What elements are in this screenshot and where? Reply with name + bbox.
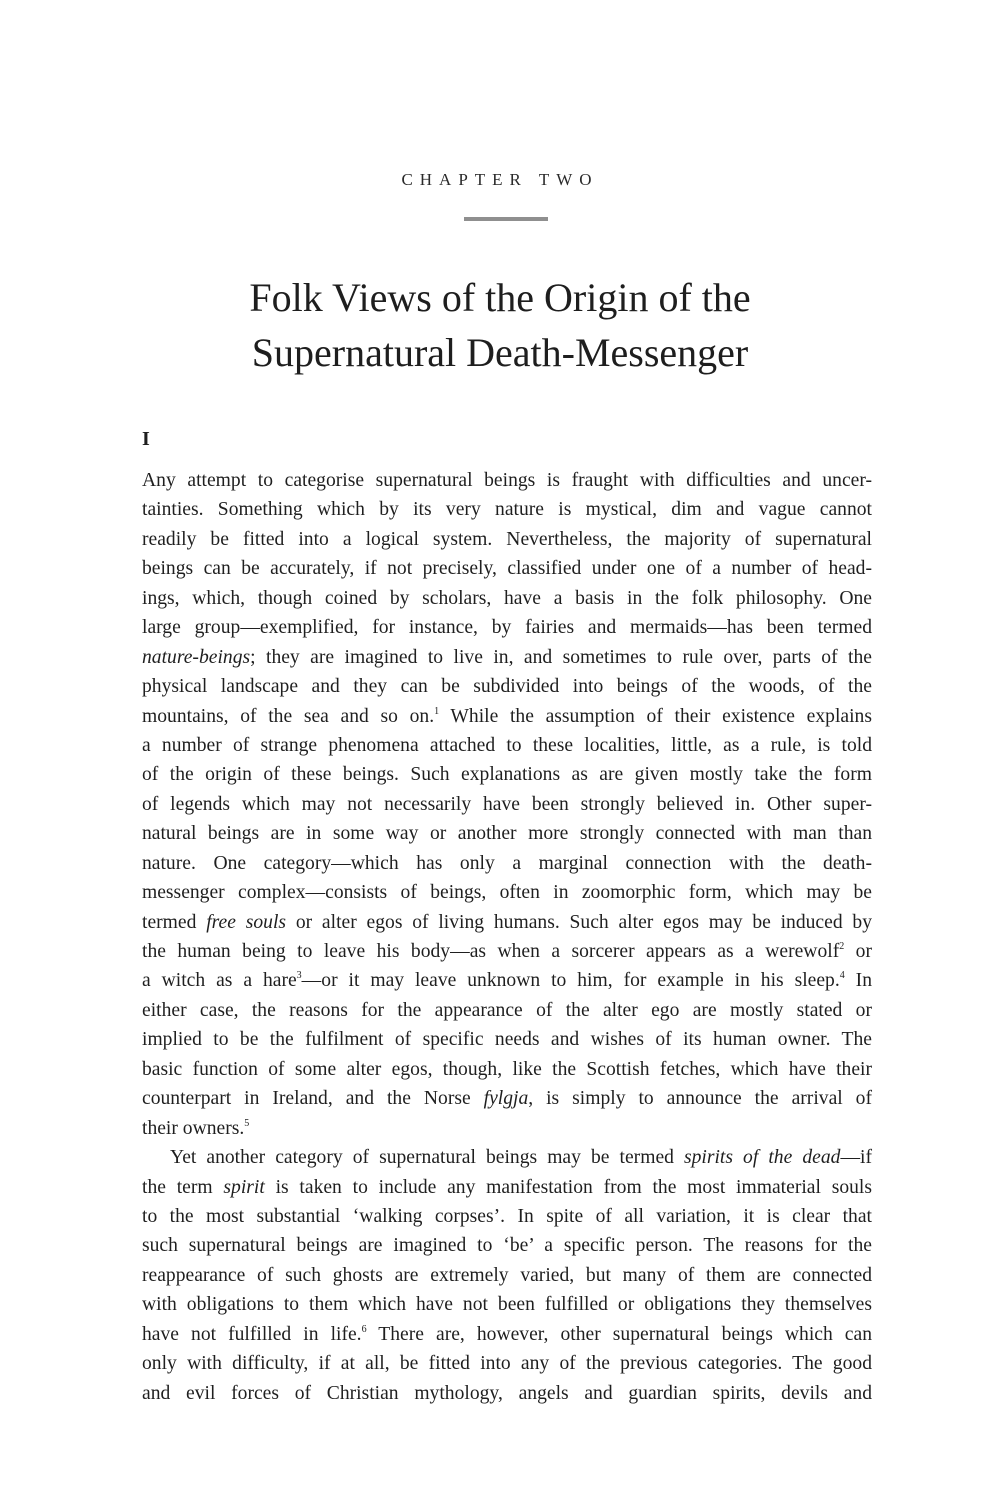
italic-term: fylgja <box>483 1088 529 1110</box>
italic-term: spirit <box>223 1176 265 1198</box>
text-line: of legends which may not necessarily have been strongly believed in. Other super- <box>142 793 872 815</box>
text-line <box>142 1320 872 1349</box>
text-line: large group—exemplified, for instance, by fairies and mermaids—has been termed <box>142 617 872 639</box>
chapter-title-line-1: Folk Views of the Origin of the <box>249 275 751 320</box>
text-run: Yet another category of supernatural beings may be termed <box>170 1147 684 1169</box>
footnote-ref: 3 <box>296 970 302 982</box>
text-run: is taken to include any manifestation from the most immaterial souls <box>264 1176 872 1198</box>
text-line: Any attempt to categorise supernatural beings is fraught with difficulties and uncer- <box>142 470 872 491</box>
text-line: only with difficulty, if at all, be fitted into any of the previous categories. The good <box>142 1353 872 1375</box>
text-line: beings can be accurately, if not precisely, classified under one of a number of head- <box>142 558 872 580</box>
text-line: ings, which, though coined by scholars, have a basis in the folk philosophy. One <box>142 587 872 609</box>
paragraph-1 <box>142 466 872 1143</box>
text-line: tainties. Something which by its very nature is mystical, dim and vague cannot <box>142 499 872 521</box>
text-run: the term <box>142 1176 224 1198</box>
chapter-title-line-2: Supernatural Death-Messenger <box>251 330 749 375</box>
text-line <box>142 1114 872 1143</box>
text-run: , is simply to announce the arrival of <box>528 1088 872 1110</box>
text-line: and evil forces of Christian mythology, angels and guardian spirits, devils and <box>142 1382 872 1404</box>
text-run: have not fulfilled in life. <box>142 1323 362 1345</box>
text-run: There are, however, other supernatural beings which can <box>366 1323 872 1345</box>
chapter-title <box>0 270 1000 380</box>
text-line: physical landscape and they can be subdivided into beings of the woods, of the <box>142 676 872 698</box>
text-line <box>142 702 872 731</box>
text-run: ; they are imagined to live in, and sometimes to rule over, parts of the <box>250 646 872 668</box>
text-line: a number of strange phenomena attached to these localities, little, as a rule, is told <box>142 734 872 756</box>
text-line: readily be fitted into a logical system. Nevertheless, the majority of supernatural <box>142 528 872 550</box>
footnote-ref: 6 <box>361 1323 367 1335</box>
text-line: either case, the reasons for the appearance of the alter ego are mostly stated or <box>142 999 872 1021</box>
text-line <box>142 1084 872 1113</box>
text-line: with obligations to them which have not been fulfilled or obligations they themselves <box>142 1294 872 1316</box>
text-line: to the most substantial ‘walking corpses’. In spite of all variation, it is clear that <box>142 1205 872 1227</box>
chapter-divider-rule <box>464 217 548 221</box>
body-text <box>142 466 872 1408</box>
text-line <box>142 1173 872 1202</box>
text-line <box>142 1143 872 1172</box>
italic-term: nature-beings <box>142 646 251 668</box>
text-line <box>142 937 872 966</box>
text-run: —or it may leave unknown to him, for example in his sleep. <box>301 970 840 992</box>
text-run: —if <box>840 1147 873 1169</box>
text-line: of the origin of these beings. Such explanations as are given mostly take the form <box>142 764 872 786</box>
text-run: mountains, of the sea and so on. <box>142 705 435 727</box>
text-run: termed <box>142 911 207 933</box>
text-line: such supernatural beings are imagined to ‘be’ a specific person. The reasons for the <box>142 1235 872 1257</box>
footnote-ref: 2 <box>839 941 845 952</box>
footnote-ref: 4 <box>839 970 845 982</box>
text-line: basic function of some alter egos, though, like the Scottish fetches, which have their <box>142 1058 872 1080</box>
footnote-ref: 5 <box>244 1117 250 1129</box>
text-run: While the assumption of their existence explains <box>439 705 872 727</box>
text-line: reappearance of such ghosts are extremely varied, but many of them are connected <box>142 1264 872 1286</box>
text-run: or <box>844 941 872 962</box>
text-run: their owners. <box>142 1117 245 1139</box>
text-line: messenger complex—consists of beings, often in zoomorphic form, which may be <box>142 882 872 904</box>
text-line <box>142 966 872 995</box>
text-line <box>142 908 872 937</box>
chapter-label: CHAPTER TWO <box>401 170 599 189</box>
text-run: or alter egos of living humans. Such alter egos may be induced by <box>286 911 873 933</box>
italic-term: spirits of the dead <box>684 1147 841 1169</box>
text-line: nature. One category—which has only a marginal connection with the death- <box>142 852 872 874</box>
text-run: the human being to leave his body—as when a sorcerer appears as a werewolf <box>142 941 840 962</box>
text-run: counterpart in Ireland, and the Norse <box>142 1088 484 1110</box>
italic-term: free souls <box>206 911 287 933</box>
text-line: natural beings are in some way or another more strongly connected with man than <box>142 823 872 845</box>
text-line <box>142 643 872 672</box>
section-number: I <box>142 428 150 450</box>
paragraph-2 <box>142 1143 872 1408</box>
text-run: In <box>844 970 872 992</box>
text-line: implied to be the fulfilment of specific needs and wishes of its human owner. The <box>142 1029 872 1051</box>
footnote-ref: 1 <box>434 705 440 717</box>
text-run: a witch as a hare <box>142 970 297 992</box>
